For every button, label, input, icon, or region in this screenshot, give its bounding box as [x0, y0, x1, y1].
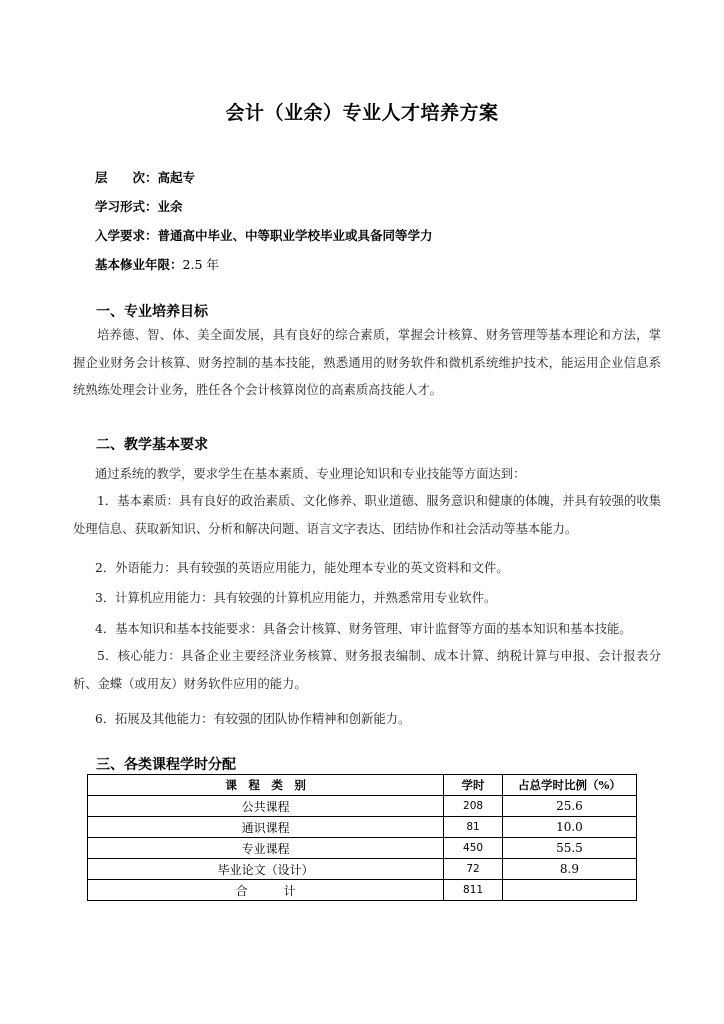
cell-ratio: 55.5 [502, 838, 636, 859]
cell-hours: 208 [444, 796, 503, 817]
requirement-item-3: 3．计算机应用能力：具有较强的计算机应用能力，并熟悉常用专业软件。 [95, 591, 497, 605]
requirement-item-5: 5．核心能力：具备企业主要经济业务核算、财务报表编制、成本计算、纳税计算与申报、会计报表分析、金蝶（或用友）财务软件应用的能力。 [73, 649, 661, 691]
cell-category: 毕业论文（设计） [88, 859, 444, 880]
meta-study-form-label: 学习形式： [95, 199, 158, 214]
meta-admission [95, 226, 433, 244]
cell-hours: 72 [444, 859, 503, 880]
requirement-item-6: 6．拓展及其他能力：有较强的团队协作精神和创新能力。 [95, 712, 411, 726]
section-heading-hours: 三、各类课程学时分配 [96, 757, 236, 773]
cell-hours: 450 [444, 838, 503, 859]
table-header-row [88, 775, 637, 796]
cell-category: 公共课程 [88, 796, 444, 817]
requirements-intro: 通过系统的教学，要求学生在基本素质、专业理论知识和专业技能等方面达到： [95, 467, 526, 481]
header-category: 课 程 类 别 [88, 775, 444, 796]
cell-ratio: 8.9 [502, 859, 636, 880]
meta-duration-label: 基本修业年限： [95, 257, 183, 272]
table-total-row [88, 880, 637, 901]
section-goals-paragraph: 培养德、智、体、美全面发展，具有良好的综合素质，掌握会计核算、财务管理等基本理论和方法，掌握企业财务会计核算、财务控制的基本技能，熟悉通用的财务软件和微机系统维护技术，能运用企业信息系统熟练处理会计业务，胜任各个会计核算岗位的高素质高技能人才。 [73, 328, 661, 397]
meta-level-value: 高起专 [157, 170, 196, 185]
table-row [88, 838, 637, 859]
meta-study-form-value: 业余 [157, 199, 183, 214]
cell-total-ratio [502, 880, 636, 901]
cell-ratio: 10.0 [502, 817, 636, 838]
table-row [88, 796, 637, 817]
cell-total-label: 合 计 [88, 880, 444, 901]
requirement-item-1: 1．基本素质：具有良好的政治素质、文化修养、职业道德、服务意识和健康的体魄，并具有较强的收集处理信息、获取新知识、分析和解决问题、语言文字表达、团结协作和社会活动等基本能力。 [73, 494, 661, 536]
cell-hours: 81 [444, 817, 503, 838]
meta-admission-label: 入学要求： [95, 228, 158, 243]
section-heading-requirements: 二、教学基本要求 [96, 437, 208, 453]
header-ratio: 占总学时比例（%） [502, 775, 636, 796]
cell-ratio: 25.6 [502, 796, 636, 817]
cell-category: 通识课程 [88, 817, 444, 838]
section-heading-goals: 一、专业培养目标 [96, 304, 208, 320]
requirement-item-4: 4．基本知识和基本技能要求：具备会计核算、财务管理、审计监督等方面的基本知识和基本技能。 [95, 622, 632, 636]
table-row [88, 859, 637, 880]
requirement-item-2: 2．外语能力：具有较强的英语应用能力，能处理本专业的英文资料和文件。 [95, 561, 509, 575]
meta-level-label: 层 次： [95, 170, 158, 185]
meta-duration-value: 2.5 年 [182, 257, 219, 272]
course-hours-table [87, 774, 637, 901]
meta-admission-value: 普通高中毕业、中等职业学校毕业或具备同等学力 [157, 228, 433, 243]
header-hours: 学时 [444, 775, 503, 796]
cell-total-hours: 811 [444, 880, 503, 901]
meta-duration [95, 255, 219, 273]
table-row [88, 817, 637, 838]
meta-level [95, 168, 195, 186]
meta-study-form [95, 197, 183, 215]
cell-category: 专业课程 [88, 838, 444, 859]
document-title: 会计（业余）专业人才培养方案 [225, 102, 499, 124]
